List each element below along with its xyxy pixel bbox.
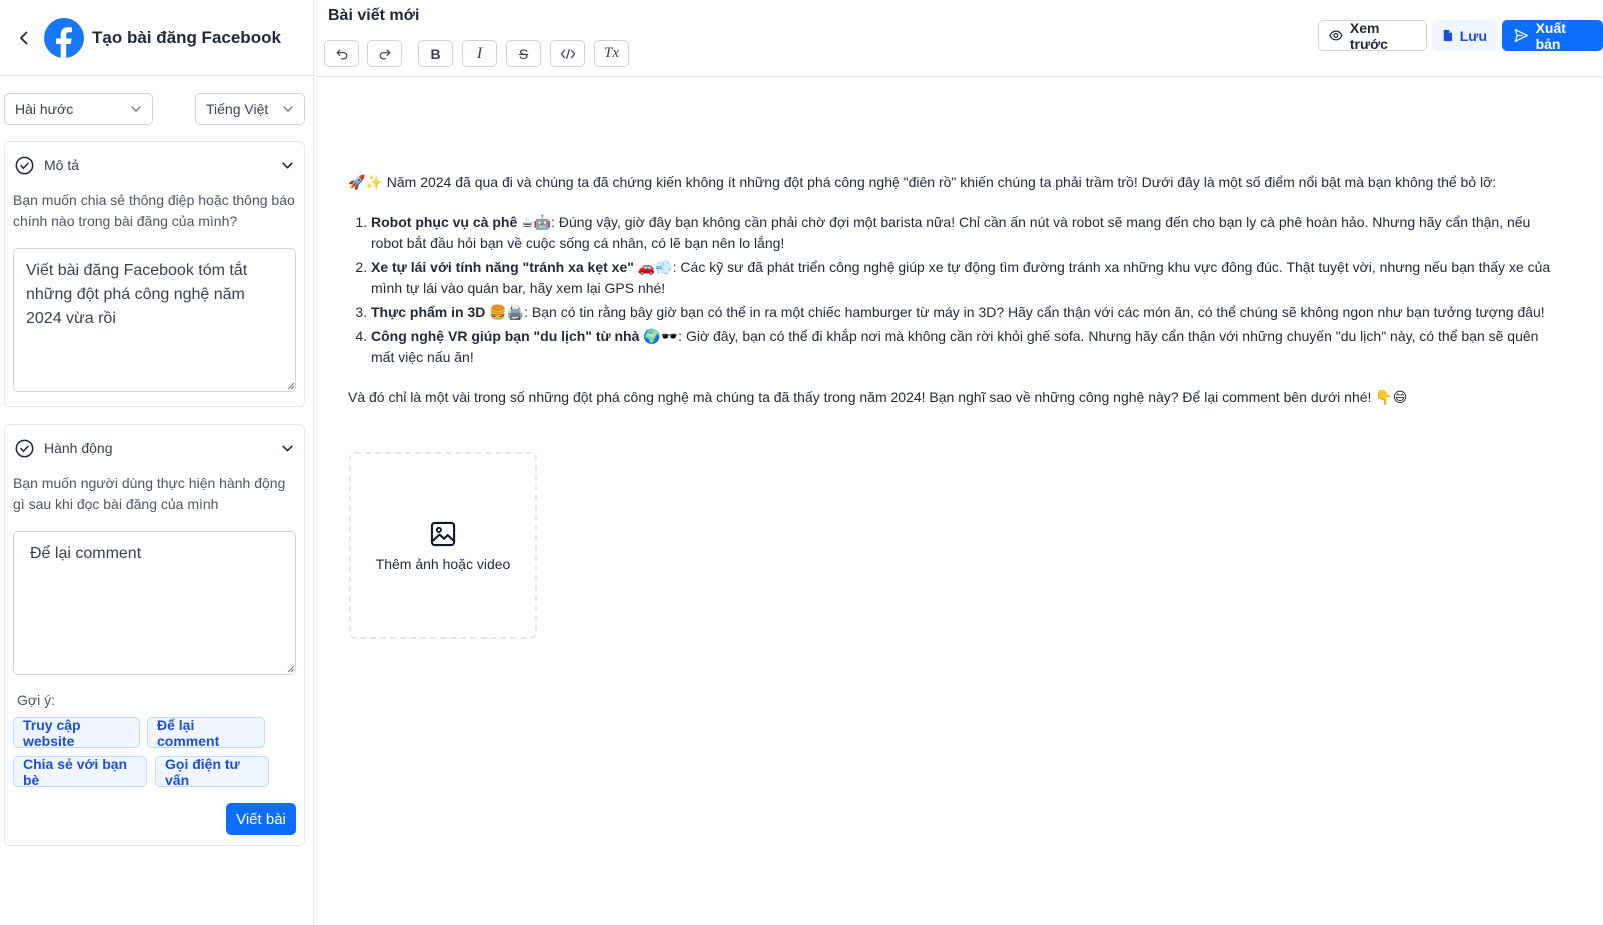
bold-button[interactable]: [418, 40, 453, 67]
description-help-text: Bạn muốn chia sẻ thông điệp hoặc thông báo chính nào trong bài đăng của mình?: [13, 192, 295, 229]
sidebar: [0, 0, 314, 925]
language-select-value: Tiếng Việt: [206, 101, 269, 117]
tone-select[interactable]: [4, 93, 153, 125]
post-outro: Và đó chỉ là một vài trong số những đột phá công nghệ mà chúng ta đã thấy trong năm 2024! Bạn nghĩ sao về những công nghệ này? Để lại comment bên dưới nhé! 👇😄: [348, 389, 1408, 405]
chevron-left-icon: [16, 30, 32, 46]
preview-label: Xem trước: [1349, 19, 1388, 52]
facebook-logo-icon: [44, 18, 84, 58]
clear-format-button[interactable]: [594, 40, 629, 67]
code-icon: [560, 47, 576, 61]
description-card: [4, 141, 305, 407]
list-item-heading: Thực phẩm in 3D: [371, 304, 486, 320]
italic-icon: I: [476, 44, 483, 62]
editor-actions: [1313, 20, 1603, 51]
chevron-down-icon: [281, 442, 294, 455]
save-label: Lưu: [1459, 27, 1487, 44]
write-post-button[interactable]: Viết bài: [226, 803, 296, 835]
image-icon: [429, 520, 457, 548]
redo-button[interactable]: [367, 40, 402, 67]
chevron-down-icon: [130, 103, 142, 115]
resize-grip-icon[interactable]: [287, 382, 295, 390]
code-button[interactable]: [550, 40, 585, 67]
publish-button[interactable]: [1502, 20, 1603, 51]
editor-topbar: [315, 0, 1603, 77]
description-card-header[interactable]: [5, 142, 304, 188]
suggestion-chip[interactable]: Gọi điện tư vấn: [155, 756, 269, 787]
post-title: Bài viết mới: [328, 7, 420, 24]
list-item-heading: Robot phục vụ cà phê: [371, 214, 518, 230]
suggestions-label: Gợi ý:: [17, 692, 55, 708]
publish-label: Xuất bản: [1535, 19, 1566, 52]
action-card-title: Hành động: [44, 440, 113, 456]
list-item-text: 🌍🕶️: Giờ đây, bạn có thể đi khắp nơi mà không cần rời khỏi ghế sofa. Nhưng hãy cẩn thận với những chuyến "du lịch" này, có thể bạn sẽ quên mất việc nấu ăn!: [371, 328, 1539, 365]
add-media-label: Thêm ảnh hoặc video: [375, 555, 511, 572]
strikethrough-button[interactable]: [506, 40, 541, 67]
description-textarea[interactable]: Viết bài đăng Facebook tóm tắt những đột phá công nghệ năm 2024 vừa rồi: [13, 248, 296, 392]
list-item: [371, 257, 1558, 299]
list-item-text: 🍔🖨️: Bạn có tin rằng bây giờ bạn có thể in ra một chiếc hamburger từ máy in 3D? Hãy cẩn thận với các món ăn, có thể chúng sẽ không ngon như bạn tưởng tượng đâu!: [485, 304, 1545, 320]
save-button[interactable]: [1432, 20, 1497, 51]
list-item-text: ☕🤖: Đúng vậy, giờ đây bạn không cần phải chờ đợi một barista nữa! Chỉ cần ấn nút và robot sẽ mang đến cho bạn ly cà phê hoàn hảo. Nhưng hãy cẩn thận, nếu robot bắt đầu hỏi bạn về cuộc sống cá nhân, có lẽ bạn nên lo lắng!: [371, 214, 1531, 251]
clear-format-icon: Tx: [604, 45, 619, 61]
list-item-heading: Công nghệ VR giúp bạn "du lịch" từ nhà: [371, 328, 640, 344]
check-circle-icon: [15, 156, 34, 175]
description-card-title: Mô tả: [44, 157, 80, 173]
list-item: [371, 212, 1558, 254]
option-selects: [4, 93, 309, 125]
editor-panel: [315, 0, 1603, 925]
italic-button[interactable]: [462, 40, 497, 67]
suggestion-chip[interactable]: Chia sẻ với bạn bè: [13, 756, 147, 787]
bold-icon: B: [430, 45, 441, 62]
post-list: [348, 212, 1558, 368]
check-circle-icon: [15, 439, 34, 458]
action-card: [4, 424, 305, 846]
post-content-editor[interactable]: [348, 172, 1558, 427]
redo-icon: [378, 47, 392, 61]
sidebar-title: Tạo bài đăng Facebook: [92, 27, 281, 47]
send-icon: [1514, 28, 1529, 43]
list-item: [371, 326, 1558, 368]
resize-grip-icon[interactable]: [287, 665, 295, 673]
action-textarea[interactable]: Để lại comment: [13, 531, 296, 675]
chevron-down-icon: [281, 159, 294, 172]
suggestion-chip[interactable]: Để lại comment: [147, 717, 265, 748]
formatting-toolbar: [324, 40, 638, 67]
strikethrough-icon: S: [518, 45, 529, 62]
undo-icon: [335, 47, 349, 61]
undo-button[interactable]: [324, 40, 359, 67]
add-media-dropzone[interactable]: [349, 452, 537, 639]
tone-select-value: Hài hước: [15, 101, 74, 117]
preview-button[interactable]: [1318, 20, 1427, 51]
list-item-text: 🚗💨: Các kỹ sư đã phát triển công nghệ giúp xe tự động tìm đường tránh xa những khu vực đông đúc. Thật tuyệt vời, nhưng nếu bạn thấy xe của mình tự lái vào quán bar, hãy xem lại GPS nhé!: [371, 259, 1551, 296]
suggestion-chip[interactable]: Truy cập website: [13, 717, 140, 748]
action-card-header[interactable]: [5, 425, 304, 471]
list-item-heading: Xe tự lái với tính năng "tránh xa kẹt xe": [371, 259, 634, 275]
sidebar-header: [0, 0, 313, 76]
list-item: [371, 302, 1558, 323]
action-help-text: Bạn muốn người dùng thực hiện hành động gì sau khi đọc bài đăng của mình: [13, 475, 286, 512]
post-intro: 🚀✨ Năm 2024 đã qua đi và chúng ta đã chứng kiến không ít những đột phá công nghệ "điên rồ" khiến chúng ta phải trầm trồ! Dưới đây là một số điểm nổi bật mà bạn không thể bỏ lỡ:: [348, 174, 1497, 190]
chevron-down-icon: [282, 103, 294, 115]
language-select[interactable]: [195, 93, 305, 125]
back-button[interactable]: [10, 24, 38, 52]
eye-icon: [1329, 28, 1343, 43]
file-icon: [1443, 28, 1453, 43]
